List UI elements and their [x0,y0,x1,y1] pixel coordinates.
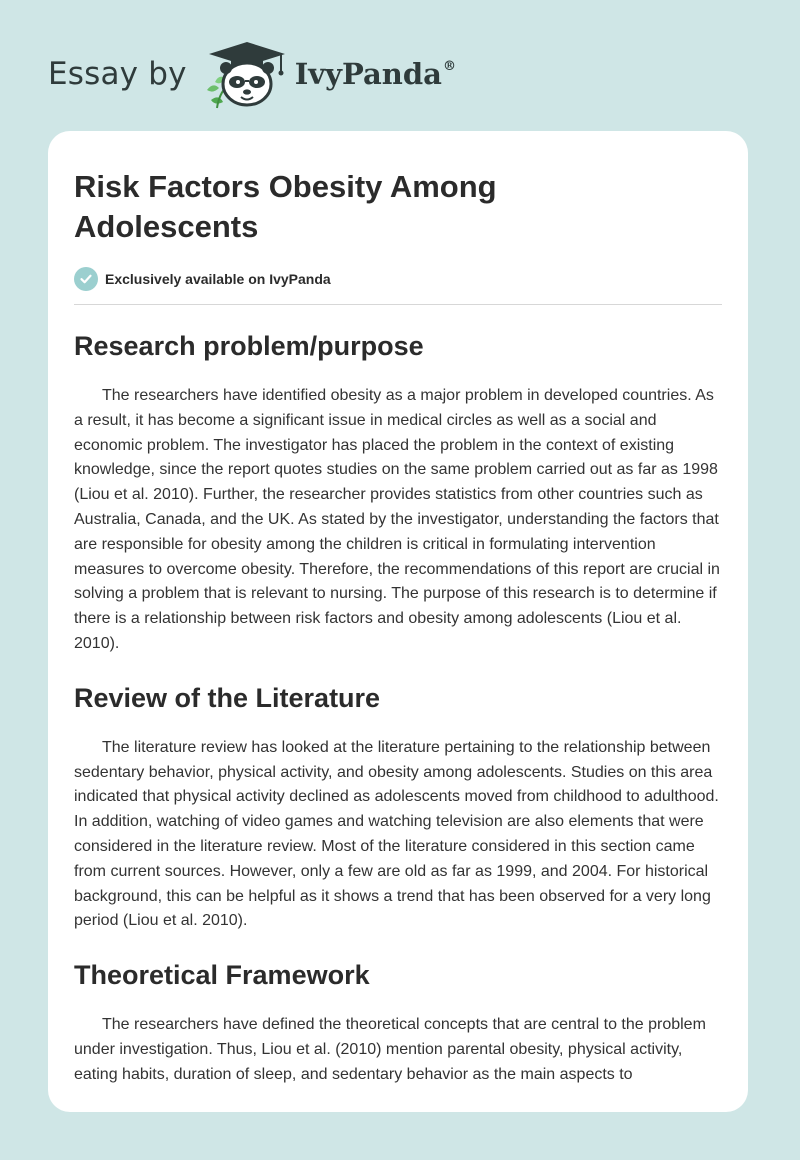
exclusive-badge [74,267,722,291]
check-icon [74,267,98,291]
section-heading-literature-review: Review of the Literature [74,682,381,713]
section-paragraph-research-problem: The researchers have identified obesity as a major problem in developed countries. As a result, it has become a significant issue in medical circles as well as a social and economic problem. The investigator has placed the problem in the context of existing knowledge, since the report quotes studies on the same problem carried out as far as 1998 (Liou et al. 2010). Further, the researcher provides statistics from other countries such as Australia, Canada, and the UK. As stated by the investigator, understanding the factors that are responsible for obesity among the children is critical in formulating intervention measures to overcome obesity. Therefore, the recommendations of this report are crucial in solving a problem that is relevant to nursing. The purpose of this research is to determine if there is a relationship between risk factors and obesity among adolescents (Liou et al. 2010). [74,387,720,652]
divider [74,304,722,305]
exclusive-label: Exclusively available on IvyPanda [105,271,331,287]
essay-card [48,131,748,1112]
section-paragraph-literature-review: The literature review has looked at the literature pertaining to the relationship between sedentary behavior, physical activity, and obesity among adolescents. Studies on this area indicated that physical activity declined as adolescents moved from childhood to adulthood. In addition, watching of video games and watching television are also elements that were considered in the literature review. Most of the literature considered in this section came from current sources. However, only a few are old as far as 1999, and 2004. For historical background, this can be helpful as it shows a trend that has been observed for a very long period (Liou et al. 2010). [74,738,719,930]
brand-name[interactable]: IvyPanda® [294,57,456,91]
section-heading-theoretical-framework: Theoretical Framework [74,960,370,991]
section-heading-research-problem: Research problem/purpose [74,331,424,361]
ivypanda-logo-icon[interactable] [201,38,293,110]
page-title: Risk Factors Obesity Among Adolescents [74,169,497,244]
section-paragraph-theoretical-framework: The researchers have defined the theoretical concepts that are central to the problem under investigation. Thus, Liou et al. (2010) mention parental obesity, physical activity, eating habits, duration of sleep, and sedentary behavior as the main aspects to [74,1016,706,1083]
essay-by-label: Essay by [48,56,187,92]
site-header [48,34,752,114]
